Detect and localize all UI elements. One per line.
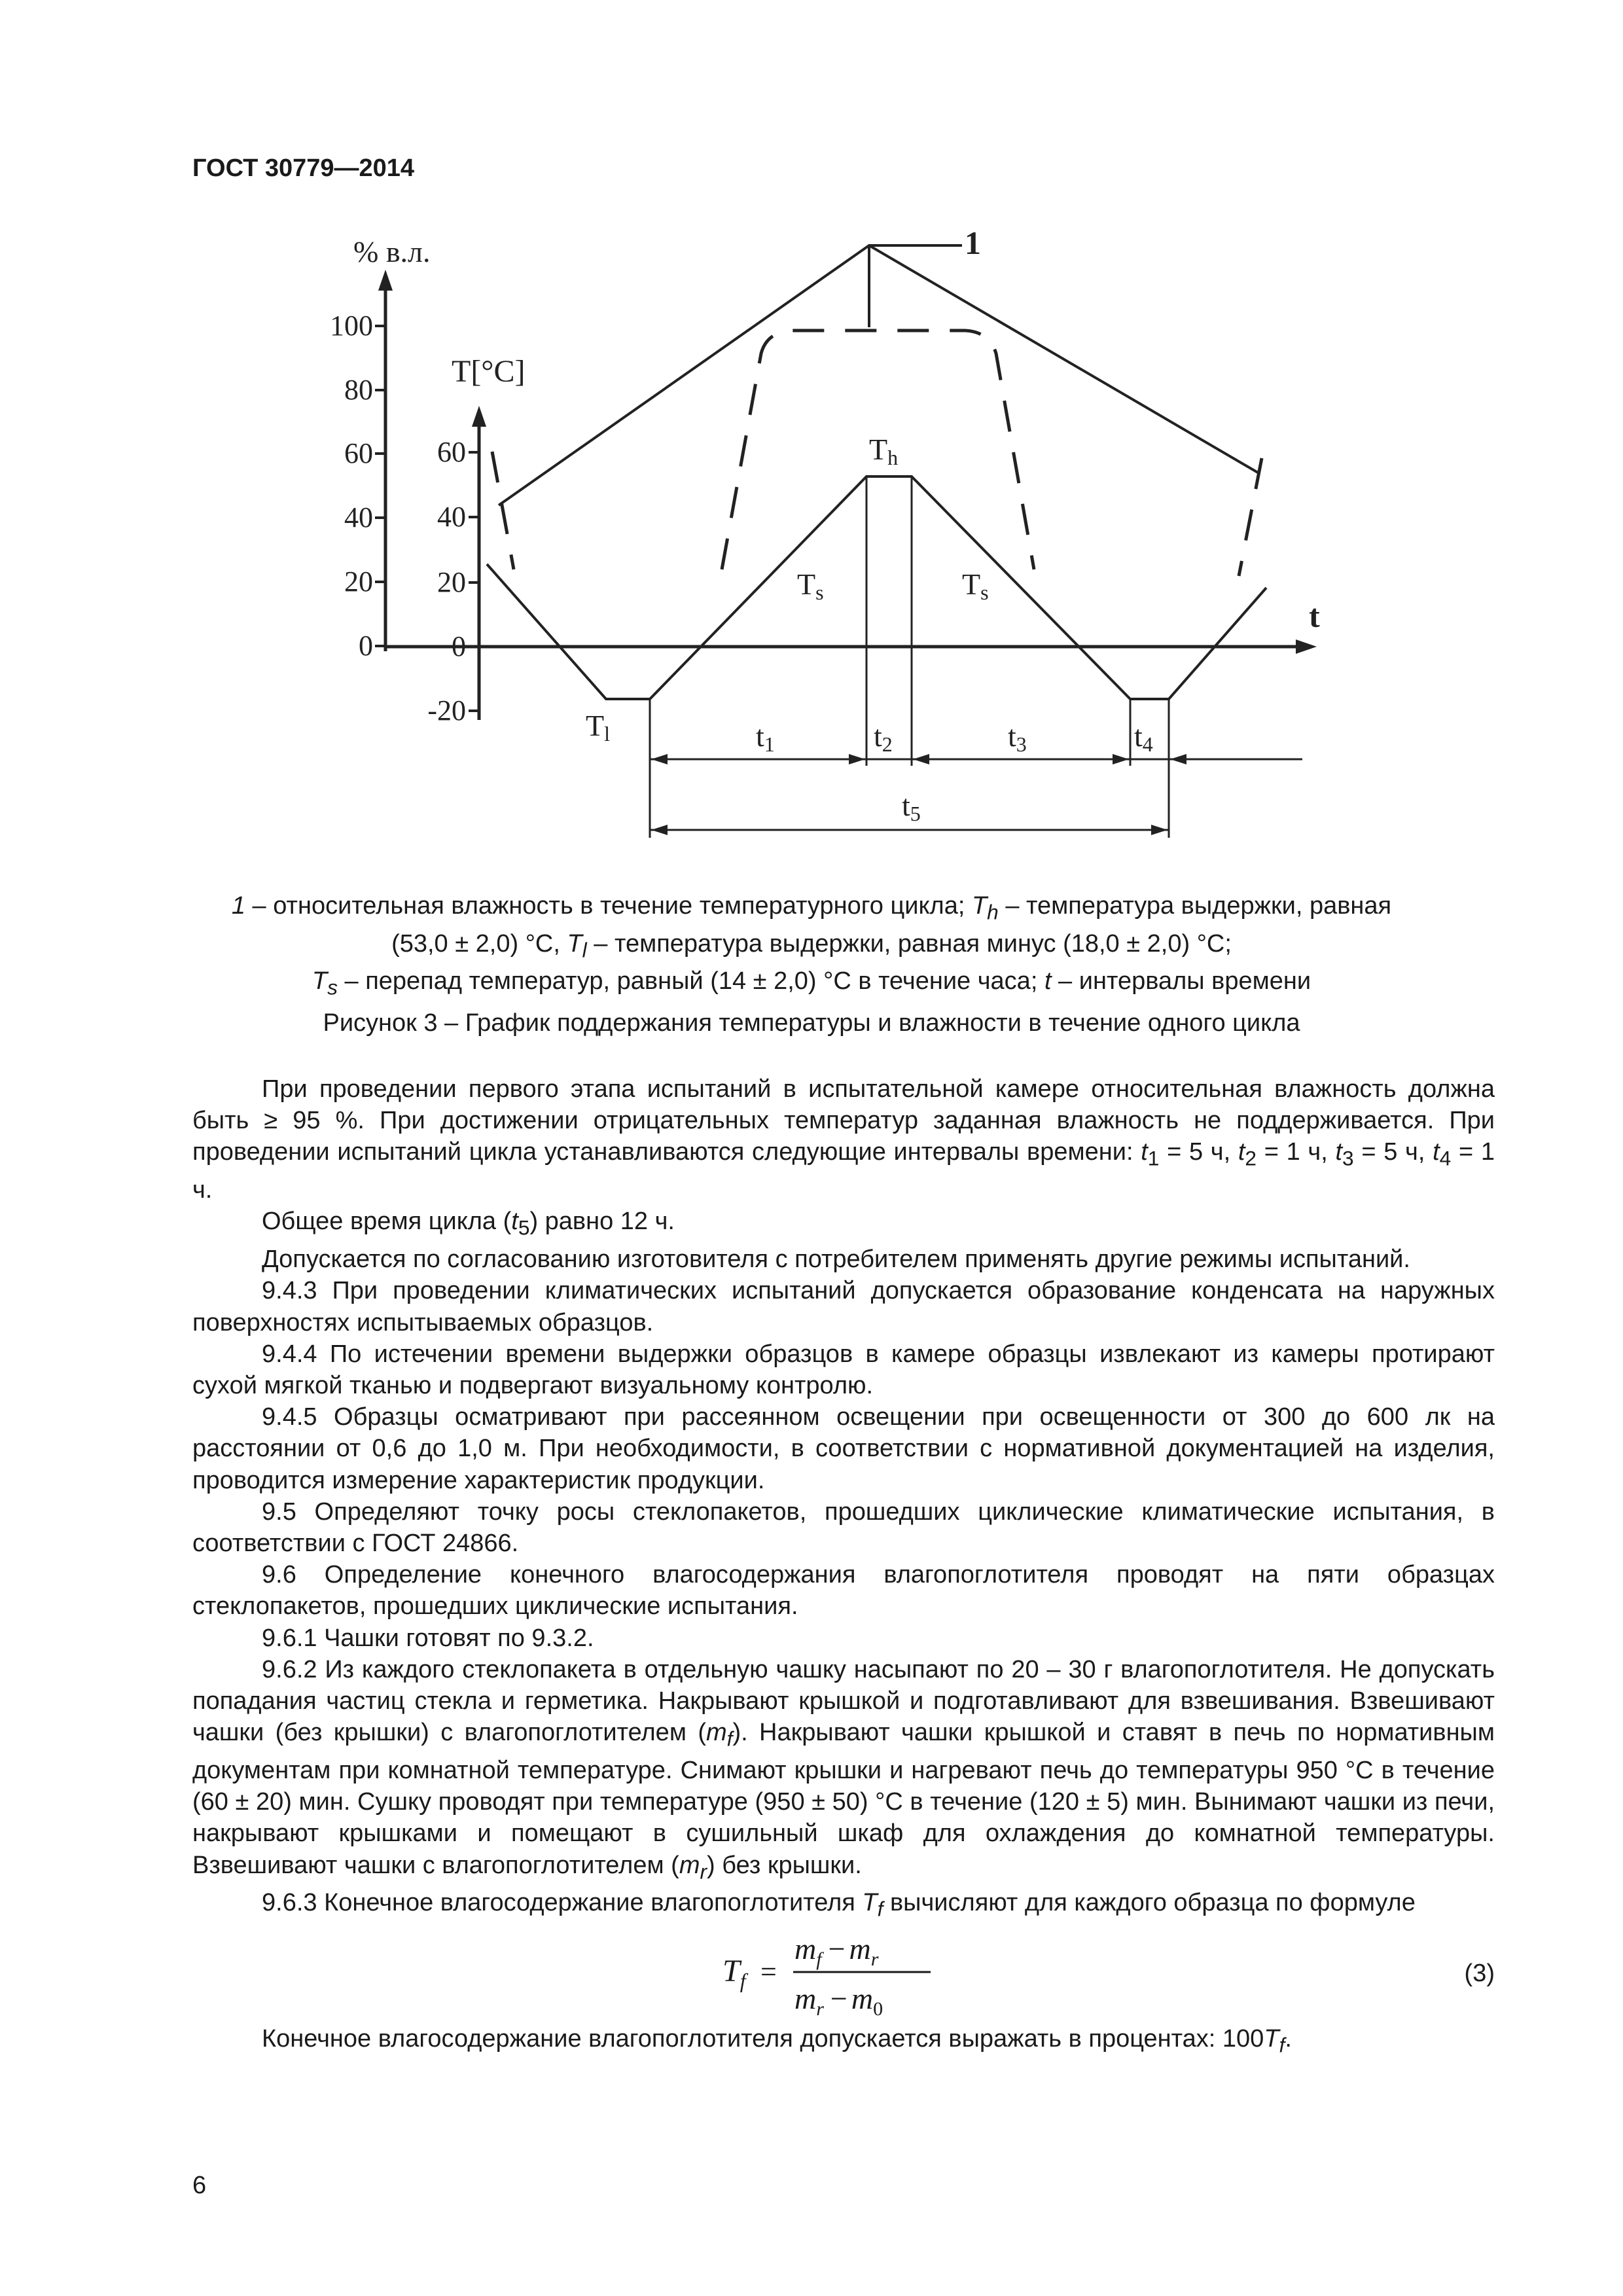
temperature-axis-label: T[°C] <box>452 354 526 389</box>
humidity-axis-label: % в.л. <box>353 235 431 268</box>
paragraph-9-6: 9.6 Определение конечного влагосодержания влагопоглотителя проводят на пяти образцах стеклопакетов, прошедших циклические испытания. <box>192 1561 1495 1621</box>
humidity-tick-label: 80 <box>344 374 373 406</box>
humidity-dashed-right <box>1239 458 1262 576</box>
paragraph: Допускается по согласованию изготовителя с потребителем применять другие режимы испытаний. <box>262 1246 1410 1274</box>
svg-text:Tf: $T_f$ <box>722 1954 746 1993</box>
legend-line-3: $T_s$ – перепад температур, равный (14 ± 2,0) °С в течение часа; t – интервалы времени <box>312 967 1311 999</box>
paragraph-9-6-2: 9.6.2 Из каждого стеклопакета в отдельную чашку насыпают по 20 – 30 г влагопоглотителя. Не допускать попадания частиц стекла и герметика. Накрывают крышкой и подготавливают для взвешивания. Взвешивают чашки (без крышки) с влагопоглотителем $(m_f)$. Накрывают чашки крышкой и ставят в печь по нормативным документам при комнатной температуре. Снимают крышки и нагревают печь до температуры 950 °С в течение (60 ± 20) мин. Сушку проводят при температуре (950 ± 50) °С в течение (120 ± 5) мин. Вынимают чашки из печи, накрывают крышками и помещают в сушильный шкаф для охлаждения до комнатной температуры. Взвешивают чашки с влагопоглотителем $(m_r)$ без крышки. <box>192 1655 1495 1884</box>
temperature-curve <box>487 476 1266 699</box>
page-number: 6 <box>192 2172 207 2199</box>
curve-callout-label: 1 <box>965 224 981 261</box>
temperature-axis-arrow <box>472 406 486 427</box>
svg-text:=: = <box>760 1956 777 1988</box>
temperature-tick-label: 20 <box>437 566 466 598</box>
humidity-tick-label: 40 <box>344 501 373 533</box>
temperature-tick-label: 60 <box>437 436 466 468</box>
formula-graphic <box>722 1925 984 2023</box>
label-tl: Tl <box>586 709 610 745</box>
humidity-tick-label: 0 <box>359 630 373 662</box>
label-ts-right: Ts <box>962 567 989 604</box>
paragraph-9-4-3: 9.4.3 При проведении климатических испытаний допускается образование конденсата на наружных поверхностях испытываемых образцов. <box>192 1277 1495 1336</box>
interval-t3-label: t3 <box>1008 719 1027 756</box>
body-text <box>192 1073 1495 2061</box>
humidity-dashed-left <box>492 452 514 569</box>
temperature-tick-label: 0 <box>452 630 466 662</box>
interval-t5-label: t5 <box>902 789 921 825</box>
interval-t4-label: t4 <box>1134 719 1153 756</box>
temperature-humidity-cycle-figure <box>0 216 1623 870</box>
paragraph-cycle-time: Общее время цикла $(t_5)$ равно 12 ч. <box>262 1208 675 1240</box>
figure-legend <box>183 890 1440 1003</box>
paragraph-9-6-3: 9.6.3 Конечное влагосодержание влагопоглотителя $T_f$ вычисляют для каждого образца по формуле <box>262 1889 1416 1922</box>
paragraph-9-5: 9.5 Определяют точку росы стеклопакетов, прошедших циклические климатические испытания, в соответствии с ГОСТ 24866. <box>192 1498 1495 1558</box>
interval-t1-label: t1 <box>756 719 775 756</box>
label-th: Th <box>869 433 899 469</box>
humidity-tick-label: 20 <box>344 565 373 598</box>
paragraph-intervals: При проведении первого этапа испытаний в испытательной камере относительная влажность должна быть ≥ 95 %. При достижении отрицательных температур заданная влажность не поддерживается. При проведении испытаний цикла устанавливаются следующие интервалы времени: $t_1 = 5$ ч, $t_2 = 1$ ч, $t_3 = 5$ ч, $t_4 = 1$ ч. <box>192 1075 1495 1204</box>
formula-3 <box>192 1925 1495 2023</box>
paragraph-9-4-5: 9.4.5 Образцы осматривают при рассеянном освещении при освещенности от 300 до 600 лк на расстоянии от 0,6 до 1,0 м. При необходимости, в соответствии с нормативной документацией на изделия, проводится измерение характеристик продукции. <box>192 1403 1495 1494</box>
humidity-curve <box>499 245 1258 505</box>
interval-t2-label: t2 <box>874 719 893 756</box>
svg-text:mr−m0: $m_r - m_0$ <box>794 1982 883 2020</box>
legend-line-1: 1 – относительная влажность в течение температурного цикла; $T_h$ – температура выдержки, равная <box>231 892 1392 924</box>
humidity-tick-label: 100 <box>330 310 373 342</box>
time-axis-arrow <box>1296 639 1317 654</box>
legend-line-2: (53,0 ± 2,0) °С, $T_l$ – температура выдержки, равная минус (18,0 ± 2,0) °С; <box>391 929 1232 962</box>
humidity-tick-label: 60 <box>344 437 373 469</box>
humidity-axis-arrow <box>378 270 393 291</box>
paragraph-percent: Конечное влагосодержание влагопоглотителя допускается выражать в процентах: $100T_f$. <box>262 2025 1292 2057</box>
temperature-tick-label: 40 <box>437 501 466 533</box>
paragraph-9-6-1: 9.6.1 Чашки готовят по 9.3.2. <box>262 1624 594 1652</box>
figure-caption: Рисунок 3 – График поддержания температуры и влажности в течение одного цикла <box>323 1009 1300 1037</box>
interval-arrows <box>650 754 1302 835</box>
label-ts-left: Ts <box>797 567 824 604</box>
temperature-tick-label: -20 <box>427 694 466 726</box>
formula-number: (3) <box>1464 1960 1495 1988</box>
standard-header: ГОСТ 30779—2014 <box>192 154 415 182</box>
time-axis-label: t <box>1309 598 1320 634</box>
paragraph-9-4-4: 9.4.4 По истечении времени выдержки образцов в камере образцы извлекают из камеры протирают сухой мягкой тканью и подвергают визуальному контролю. <box>192 1340 1495 1400</box>
svg-text:mf−mr: $m_f - m_r$ <box>794 1932 879 1971</box>
